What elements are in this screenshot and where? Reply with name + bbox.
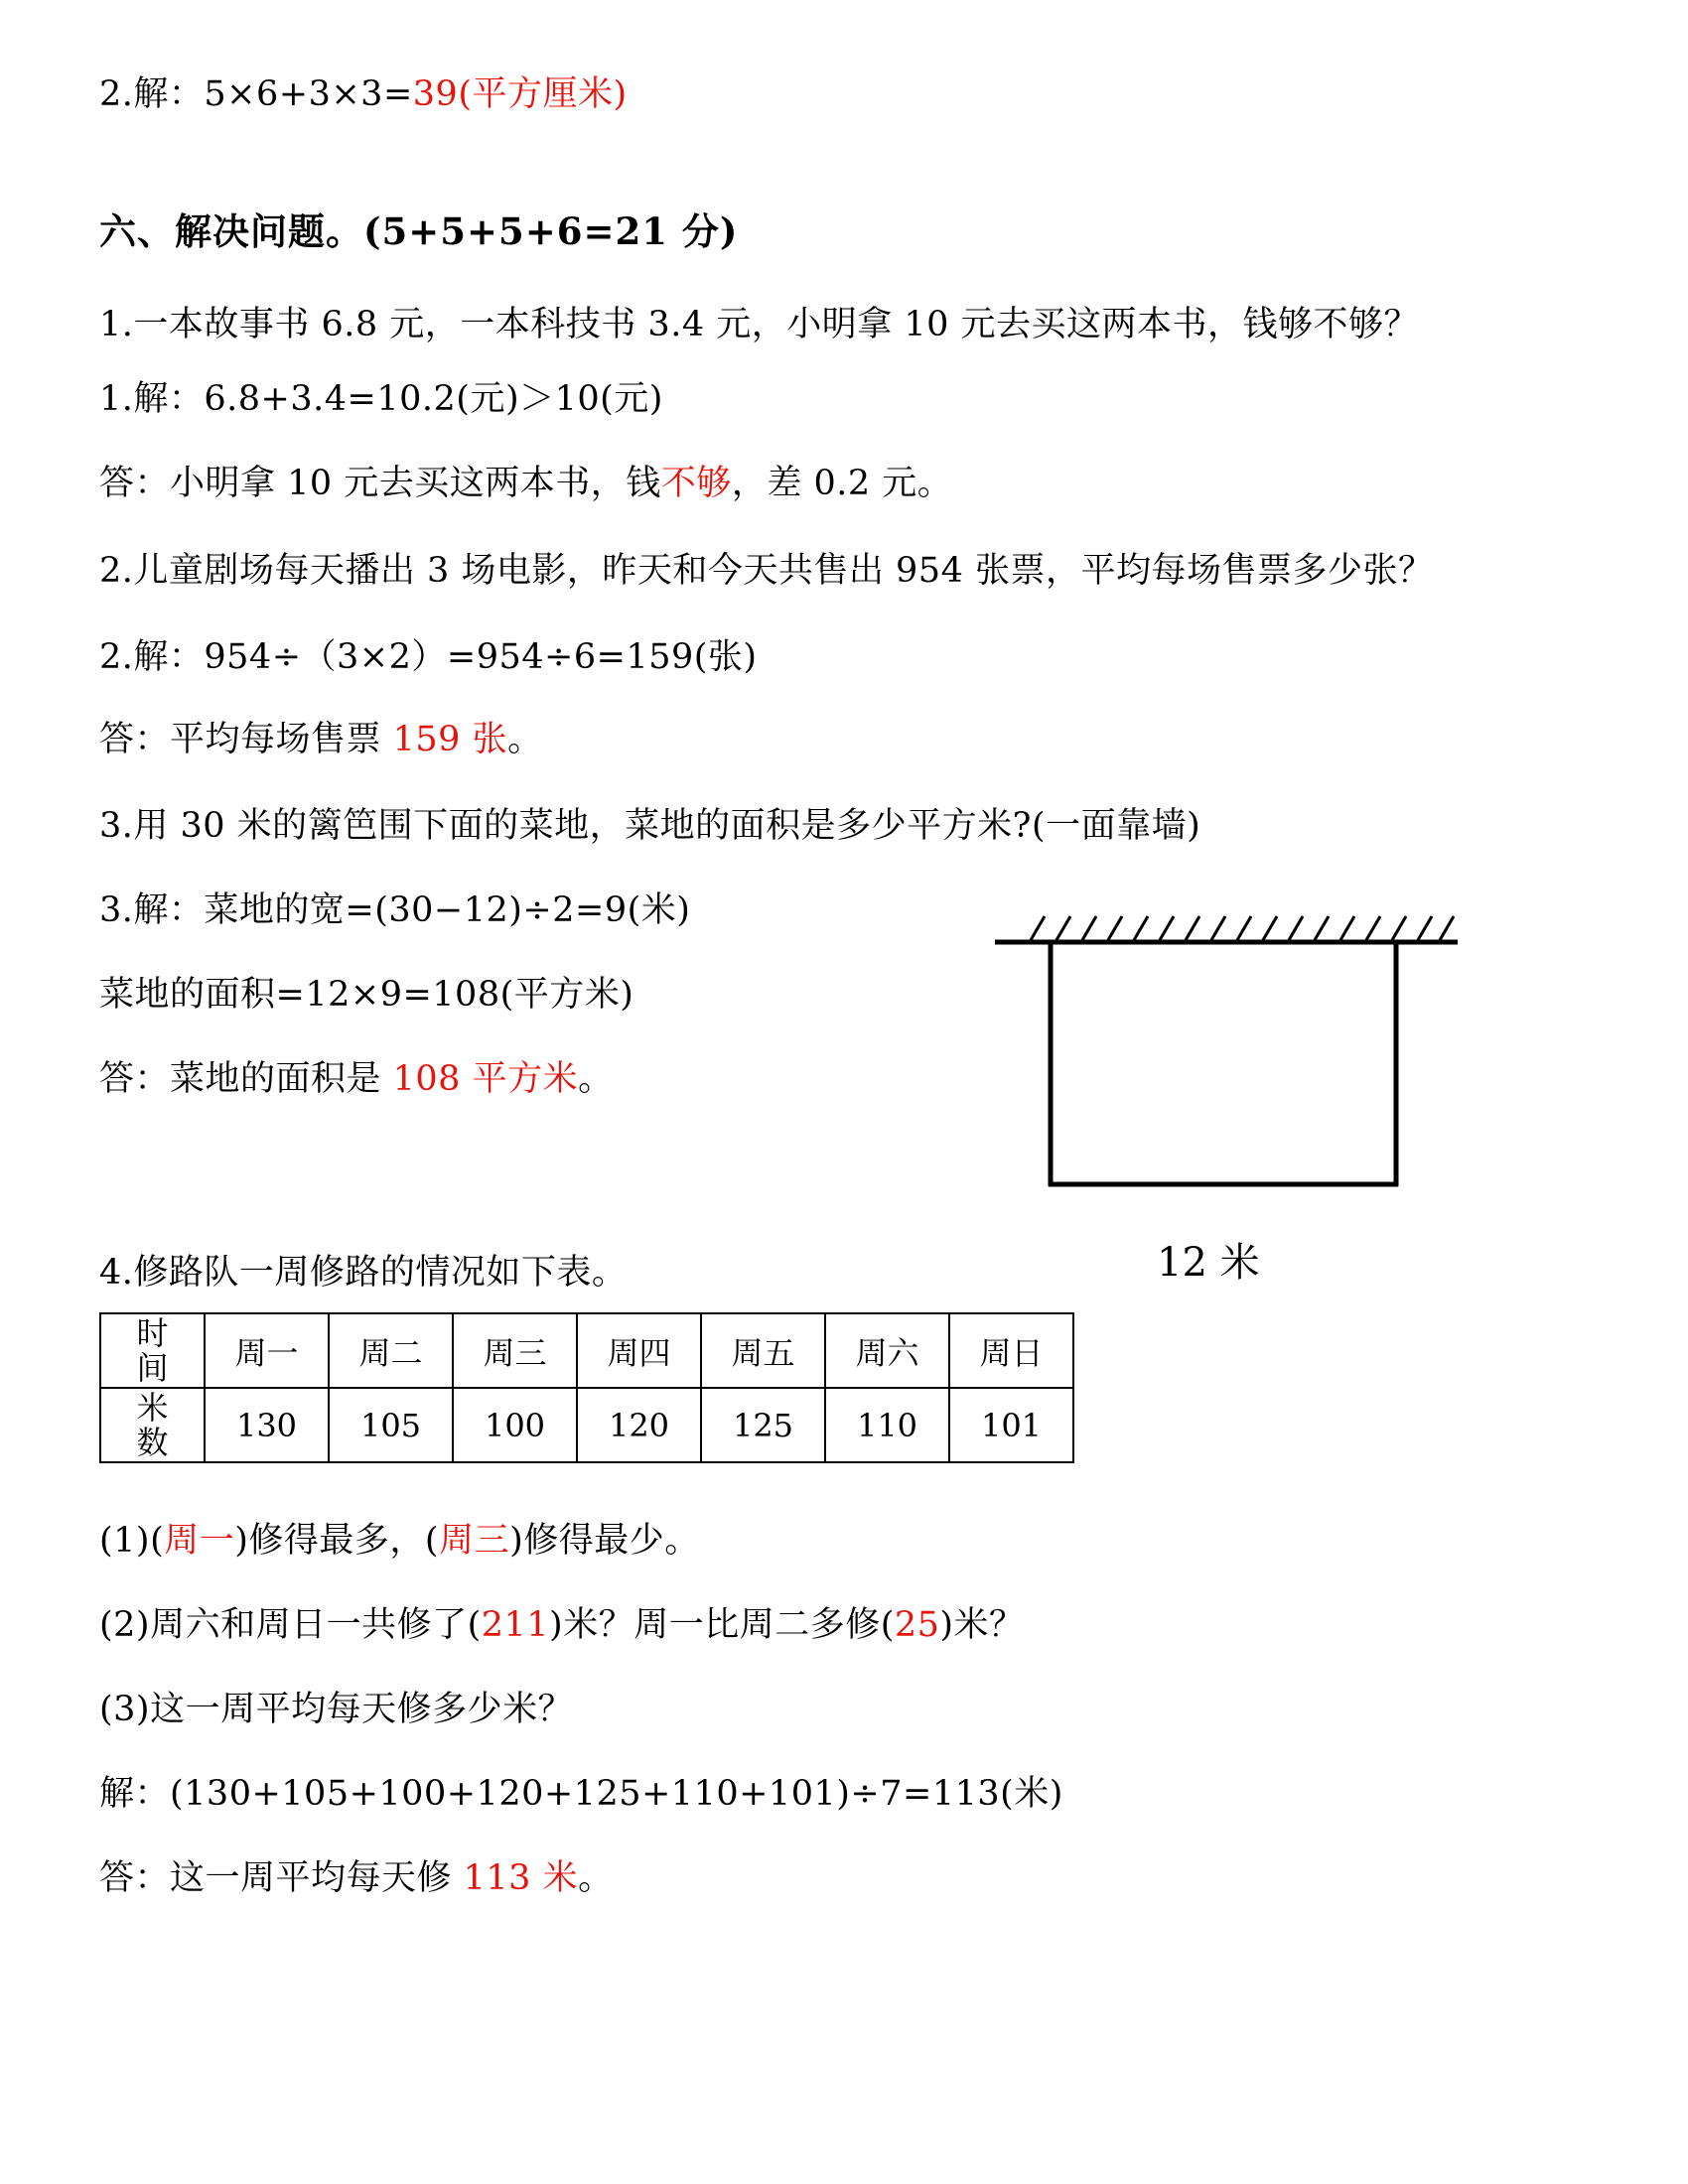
problem-1-answer: [99, 464, 953, 503]
table-row-days: [100, 1313, 1073, 1388]
problem-1-question: 1.一本故事书 6.8 元，一本科技书 3.4 元，小明拿 10 元去买这两本书，钱够不够？: [99, 305, 1420, 344]
carryover-answer-line: [99, 74, 628, 114]
problem-4-answer: [99, 1858, 614, 1898]
table-header-time: [100, 1313, 205, 1388]
section-heading: 六、解决问题。(5+5+5+6=21 分): [99, 209, 739, 253]
problem-4-sub-1-highlight-a: 周一: [164, 1521, 235, 1561]
table-cell-day-0: 周一: [205, 1313, 329, 1388]
table-cell-day-6: 周日: [949, 1313, 1073, 1388]
problem-2-answer-prefix: 答：平均每场售票: [99, 720, 393, 759]
table-header-meters-char-1: 米: [136, 1388, 169, 1427]
problem-2-answer-suffix: 。: [507, 720, 543, 759]
problem-2-question: 2.儿童剧场每天播出 3 场电影，昨天和今天共售出 954 张票，平均每场售票多少张？: [99, 551, 1434, 591]
table-cell-meters-4: 125: [701, 1388, 825, 1462]
problem-4-sub-1-prefix: (1)(: [99, 1521, 165, 1561]
problem-4-question: 4.修路队一周修路的情况如下表。: [99, 1253, 628, 1293]
diagram-width-label: 12 米: [1157, 1240, 1260, 1286]
road-repair-table: [99, 1312, 1074, 1463]
problem-1-solution: 1.解：6.8+3.4=10.2(元)＞10(元): [99, 379, 663, 419]
problem-2-solution: 2.解：954÷（3×2）=954÷6=159(张): [99, 637, 758, 677]
table-cell-day-2: 周三: [453, 1313, 577, 1388]
problem-4-sub-1-middle: )修得最多，(: [234, 1521, 440, 1561]
table-cell-meters-0: 130: [205, 1388, 329, 1462]
problem-4-sub-2-middle: )米？周一比周二多修(: [549, 1605, 895, 1645]
problem-2-answer: [99, 720, 543, 759]
problem-3-solution-width: 3.解：菜地的宽=(30−12)÷2=9(米): [99, 890, 691, 930]
problem-4-sub-2-highlight-a: 211: [481, 1605, 550, 1645]
problem-4-sub-1-suffix: )修得最少。: [509, 1521, 700, 1561]
problem-4-answer-highlight: 113 米: [463, 1858, 579, 1898]
problem-2-answer-highlight: 159 张: [392, 720, 508, 759]
problem-4-sub-3: (3)这一周平均每天修多少米？: [99, 1690, 574, 1729]
problem-4-solution: 解：(130+105+100+120+125+110+101)÷7=113(米): [99, 1774, 1063, 1814]
table-header-meters: [100, 1388, 205, 1462]
carryover-answer-prefix: 2.解：5×6+3×3=: [99, 74, 413, 114]
table-header-time-char-1: 时: [136, 1313, 169, 1352]
table-cell-day-1: 周二: [329, 1313, 453, 1388]
problem-4-sub-1-highlight-b: 周三: [439, 1521, 510, 1561]
table-cell-meters-2: 100: [453, 1388, 577, 1462]
fence-against-wall-diagram: [993, 898, 1460, 1196]
problem-3-answer: [99, 1059, 614, 1099]
problem-4-sub-2-prefix: (2)周六和周日一共修了(: [99, 1605, 482, 1645]
table-cell-day-4: 周五: [701, 1313, 825, 1388]
carryover-answer-result: 39(平方厘米): [412, 74, 628, 114]
problem-1-answer-prefix: 答：小明拿 10 元去买这两本书，钱: [99, 464, 661, 503]
problem-4-answer-suffix: 。: [578, 1858, 614, 1898]
problem-3-answer-suffix: 。: [578, 1059, 614, 1099]
problem-3-answer-prefix: 答：菜地的面积是: [99, 1059, 393, 1099]
problem-3-solution-area: 菜地的面积=12×9=108(平方米): [99, 975, 634, 1015]
table-cell-day-5: 周六: [825, 1313, 949, 1388]
table-cell-meters-6: 101: [949, 1388, 1073, 1462]
table-cell-day-3: 周四: [577, 1313, 701, 1388]
table-cell-meters-3: 120: [577, 1388, 701, 1462]
table-row-meters: [100, 1388, 1073, 1462]
problem-3-question: 3.用 30 米的篱笆围下面的菜地，菜地的面积是多少平方米?(一面靠墙): [99, 806, 1201, 846]
table-cell-meters-5: 110: [825, 1388, 949, 1462]
table-cell-meters-1: 105: [329, 1388, 453, 1462]
problem-4-sub-1: [99, 1521, 700, 1561]
problem-1-answer-suffix: ，差 0.2 元。: [731, 464, 953, 503]
table-header-time-char-2: 间: [136, 1348, 169, 1387]
problem-4-sub-2-highlight-b: 25: [894, 1605, 940, 1645]
table-header-meters-char-2: 数: [136, 1423, 169, 1461]
problem-4-answer-prefix: 答：这一周平均每天修: [99, 1858, 464, 1898]
problem-4-sub-2-suffix: )米？: [939, 1605, 1025, 1645]
problem-3-answer-highlight: 108 平方米: [392, 1059, 579, 1099]
problem-4-sub-2: [99, 1605, 1025, 1645]
problem-1-answer-highlight: 不够: [660, 464, 732, 503]
